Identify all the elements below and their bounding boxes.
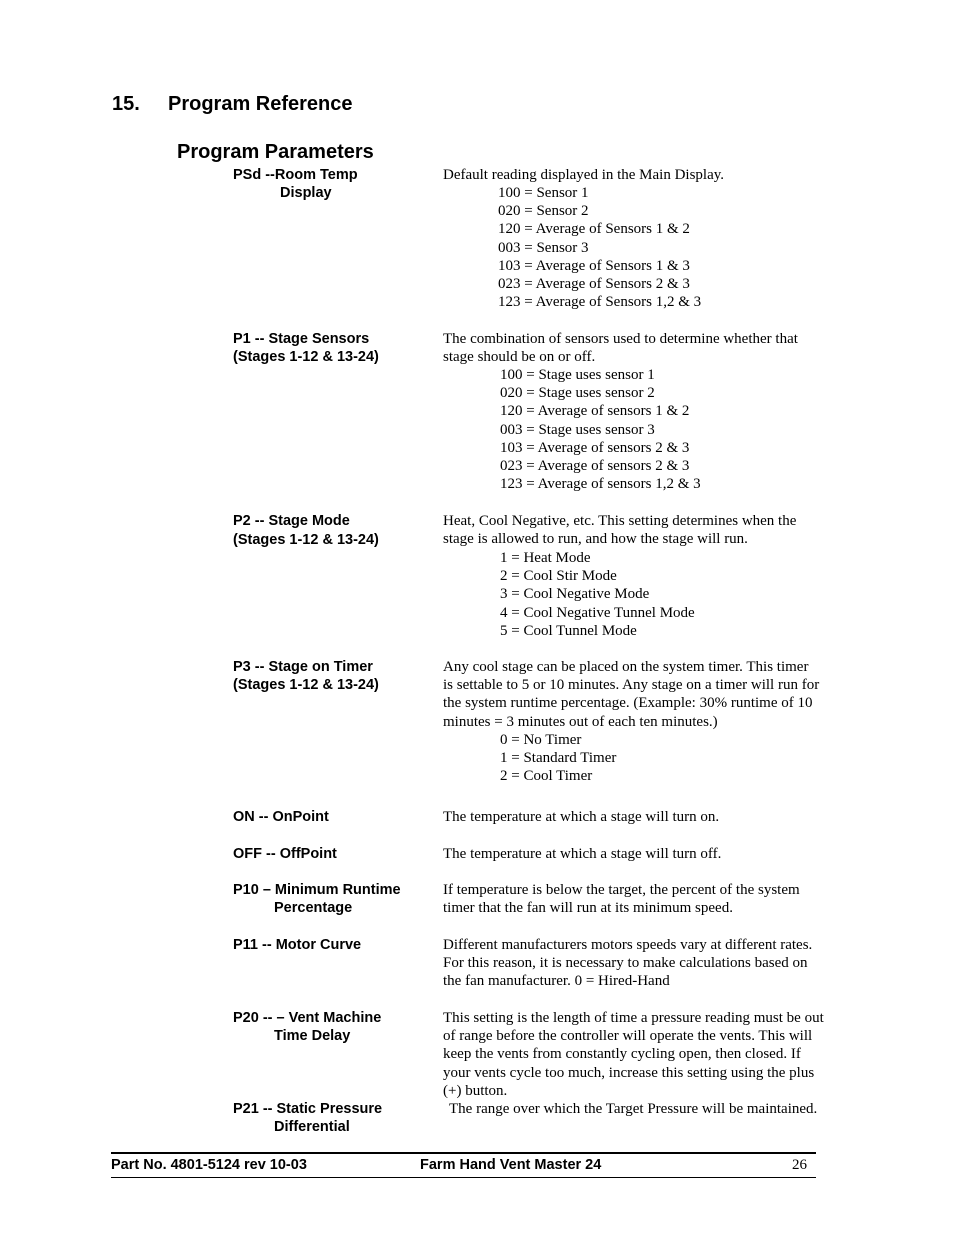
param-option: 023 = Average of Sensors 2 & 3 [498,276,690,293]
param-label-line: P1 -- Stage Sensors [233,331,370,347]
param-desc-line: stage is allowed to run, and how the stage will run. [443,531,748,548]
param-option: 003 = Sensor 3 [498,239,589,256]
param-desc-line: Any cool stage can be placed on the system timer. This timer [443,659,809,675]
param-desc [443,808,719,826]
param-option: 2 = Cool Timer [500,768,593,785]
param-option: 120 = Average of Sensors 1 & 2 [498,221,690,238]
param-label-line: Display [280,185,332,201]
param-desc-line: your vents cycle too much, increase this setting using the plus [443,1064,815,1081]
param-desc-line: the fan manufacturer. 0 = Hired-Hand [443,973,670,990]
param-label-line: P3 -- Stage on Timer [233,659,373,675]
param-label-line: Time Delay [274,1028,351,1044]
param-option: 2 = Cool Stir Mode [500,568,617,585]
footer-rule [111,1152,816,1154]
param-desc-line: minutes = 3 minutes out of each ten minutes.) [443,713,718,730]
param-options [500,731,616,786]
param-option: 0 = No Timer [500,732,582,748]
param-option: 120 = Average of sensors 1 & 2 [500,403,690,420]
param-desc-line: The temperature at which a stage will turn on. [443,809,720,825]
param-option: 023 = Average of sensors 2 & 3 [500,458,690,475]
param-desc [443,166,724,184]
footer-rule-bottom [111,1177,816,1178]
param-desc [443,512,796,548]
param-option: 1 = Heat Mode [500,550,591,566]
param-label-line: (Stages 1-12 & 13-24) [233,677,379,693]
param-option: 100 = Stage uses sensor 1 [500,367,655,383]
param-desc-line: Different manufacturers motors speeds vary at different rates. [443,937,813,953]
param-label-line: OFF -- OffPoint [233,846,337,862]
param-desc [443,330,798,366]
param-option: 103 = Average of Sensors 1 & 3 [498,257,690,274]
param-option: 020 = Stage uses sensor 2 [500,385,655,402]
param-label-line: P11 -- Motor Curve [233,937,362,953]
param-option: 1 = Standard Timer [500,750,617,767]
section-number: 15. [112,93,140,115]
param-option: 4 = Cool Negative Tunnel Mode [500,604,695,621]
param-desc [443,881,800,917]
footer-part-number: Part No. 4801-5124 rev 10-03 [111,1157,307,1173]
param-label-line: PSd --Room Temp [233,167,358,183]
param-label-line: ON -- OnPoint [233,809,329,825]
param-label-line: P10 – Minimum Runtime [233,882,401,898]
param-desc-line: keep the vents from constantly cycling open, then closed. If [443,1046,801,1063]
param-label-line: (Stages 1-12 & 13-24) [233,349,379,365]
param-label-line: P21 -- Static Pressure [233,1101,383,1117]
param-options [498,184,701,311]
param-desc-line: of range before the controller will operate the vents. This will [443,1028,813,1045]
param-desc-line: Default reading displayed in the Main Display. [443,167,725,183]
param-label-line: Differential [274,1119,350,1135]
footer-product-name: Farm Hand Vent Master 24 [420,1157,602,1173]
param-desc-line: The combination of sensors used to determine whether that [443,331,798,347]
param-desc-line: timer that the fan will run at its minimum speed. [443,900,733,917]
param-option: 5 = Cool Tunnel Mode [500,622,637,639]
param-label-line: P20 -- – Vent Machine [233,1010,382,1026]
section-title: Program Reference [168,93,353,115]
param-option: 123 = Average of Sensors 1,2 & 3 [498,294,702,311]
param-desc-line: (+) button. [443,1082,508,1099]
param-desc-line: The range over which the Target Pressure will be maintained. [449,1101,818,1117]
param-option: 3 = Cool Negative Mode [500,586,650,603]
param-desc [443,658,819,731]
param-desc-line: For this reason, it is necessary to make calculations based on [443,955,808,972]
param-option: 100 = Sensor 1 [498,185,589,201]
param-desc [443,845,721,863]
param-option: 020 = Sensor 2 [498,203,589,220]
param-desc-line: This setting is the length of time a pressure reading must be out [443,1010,824,1026]
param-option: 103 = Average of sensors 2 & 3 [500,439,690,456]
param-desc-line: stage should be on or off. [443,349,596,366]
param-label-line: (Stages 1-12 & 13-24) [233,532,379,548]
param-options [500,549,695,640]
footer-page-number: 26 [792,1157,807,1173]
param-desc [443,1009,824,1100]
param-desc [443,936,812,991]
param-option: 123 = Average of sensors 1,2 & 3 [500,476,701,493]
param-desc-line: is settable to 5 or 10 minutes. Any stage on a timer will run for [443,677,820,694]
param-label-line: P2 -- Stage Mode [233,513,350,529]
param-desc-line: Heat, Cool Negative, etc. This setting determines when the [443,513,797,529]
param-desc [449,1100,817,1118]
param-option: 003 = Stage uses sensor 3 [500,421,655,438]
param-options [500,366,701,493]
param-label-line: Percentage [274,900,353,916]
param-desc-line: The temperature at which a stage will turn off. [443,846,722,862]
subtitle: Program Parameters [177,141,374,163]
param-desc-line: the system runtime percentage. (Example: 30% runtime of 10 [443,695,813,712]
param-desc-line: If temperature is below the target, the percent of the system [443,882,800,898]
